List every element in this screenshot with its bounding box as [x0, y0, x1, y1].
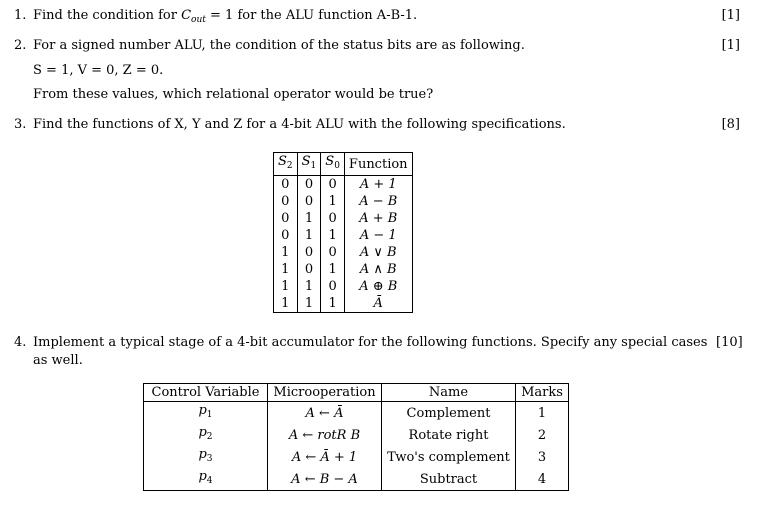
select-bit-cell: 1	[321, 193, 345, 210]
question-4-marks: [10]	[716, 335, 743, 350]
question-1-marks: [1]	[721, 8, 740, 23]
question-3-marks: [8]	[721, 117, 740, 132]
function-cell: A ∨ B	[344, 244, 412, 261]
question-1-variable: C	[181, 8, 192, 23]
header-microoperation: Microoperation	[268, 384, 382, 402]
select-bit-cell: 1	[297, 210, 321, 227]
alu-table-row	[274, 176, 413, 194]
question-1-number: 1.	[14, 8, 27, 23]
control-variable-cell: $p_4$	[144, 468, 268, 491]
select-bit-cell: 0	[297, 244, 321, 261]
alu-table-row	[274, 210, 413, 227]
alu-table-row	[274, 261, 413, 278]
function-cell: A − 1	[344, 227, 412, 244]
question-3-number: 3.	[14, 117, 27, 132]
name-cell: Complement	[382, 402, 516, 425]
question-1-text-post: = 1 for the ALU function A-B-1.	[205, 8, 418, 23]
select-bit-cell: 1	[297, 295, 321, 313]
select-bit-cell: 1	[321, 261, 345, 278]
header-marks: Marks	[516, 384, 569, 402]
alu-table-row	[274, 227, 413, 244]
question-4-line-1: Implement a typical stage of a 4-bit accumulator for the following functions. Specify any special cases	[33, 335, 708, 350]
select-bit-cell: 0	[274, 176, 298, 194]
function-cell: A ∧ B	[344, 261, 412, 278]
microoperation-cell: A ← B − A	[268, 468, 382, 491]
marks-cell: 4	[516, 468, 569, 491]
name-cell: Two's complement	[382, 446, 516, 468]
question-2-line-1: For a signed number ALU, the condition of the status bits are as following.	[33, 38, 525, 53]
question-2-number: 2.	[14, 38, 27, 53]
microoperation-cell: A ← Ā + 1	[268, 446, 382, 468]
header-s1: $S_1$	[297, 153, 321, 176]
function-cell: A ⊕ B	[344, 278, 412, 295]
marks-cell: 1	[516, 402, 569, 425]
control-variable-cell: $p_2$	[144, 424, 268, 446]
select-bit-cell: 1	[321, 227, 345, 244]
accumulator-table-row	[144, 402, 569, 425]
alu-table-row	[274, 193, 413, 210]
header-s2: $S_2$	[274, 153, 298, 176]
question-1-text-pre: Find the condition for	[33, 8, 182, 23]
accumulator-table-row	[144, 424, 569, 446]
marks-cell: 3	[516, 446, 569, 468]
select-bit-cell: 1	[274, 261, 298, 278]
name-cell: Rotate right	[382, 424, 516, 446]
select-bit-cell: 0	[321, 244, 345, 261]
select-bit-cell: 0	[274, 227, 298, 244]
question-2-marks: [1]	[721, 38, 740, 53]
question-3-text: Find the functions of X, Y and Z for a 4-bit ALU with the following specifications.	[33, 117, 566, 132]
function-cell: A + 1	[344, 176, 412, 194]
select-bit-cell: 1	[274, 295, 298, 313]
question-1-text	[33, 8, 417, 28]
alu-table-header-row	[274, 153, 413, 176]
select-bit-cell: 0	[321, 210, 345, 227]
alu-function-table	[273, 152, 413, 313]
header-function: Function	[344, 153, 412, 176]
marks-cell: 2	[516, 424, 569, 446]
question-2-line-3: From these values, which relational operator would be true?	[33, 87, 434, 102]
select-bit-cell: 1	[321, 295, 345, 313]
accumulator-table-header-row	[144, 384, 569, 402]
select-bit-cell: 1	[274, 244, 298, 261]
accumulator-table-row	[144, 468, 569, 491]
select-bit-cell: 0	[274, 210, 298, 227]
alu-table-row	[274, 278, 413, 295]
select-bit-cell: 0	[297, 193, 321, 210]
select-bit-cell: 0	[321, 278, 345, 295]
microoperation-cell: A ← Ā	[268, 402, 382, 425]
accumulator-table	[143, 383, 569, 491]
select-bit-cell: 1	[297, 227, 321, 244]
function-cell: A − B	[344, 193, 412, 210]
header-s0: $S_0$	[321, 153, 345, 176]
microoperation-cell: A ← rotR B	[268, 424, 382, 446]
alu-table-row	[274, 295, 413, 313]
select-bit-cell: 0	[274, 193, 298, 210]
accumulator-table-row	[144, 446, 569, 468]
select-bit-cell: 0	[297, 261, 321, 278]
select-bit-cell: 1	[274, 278, 298, 295]
select-bit-cell: 1	[297, 278, 321, 295]
function-cell: Ā	[344, 295, 412, 313]
function-cell: A + B	[344, 210, 412, 227]
question-2-line-2: S = 1, V = 0, Z = 0.	[33, 63, 164, 78]
header-control-variable: Control Variable	[144, 384, 268, 402]
question-1-variable-subscript: out	[191, 15, 206, 25]
name-cell: Subtract	[382, 468, 516, 491]
question-4-line-2: as well.	[33, 353, 83, 368]
control-variable-cell: $p_1$	[144, 402, 268, 425]
question-4-number: 4.	[14, 335, 27, 350]
alu-table-row	[274, 244, 413, 261]
select-bit-cell: 0	[321, 176, 345, 194]
select-bit-cell: 0	[297, 176, 321, 194]
header-name: Name	[382, 384, 516, 402]
control-variable-cell: $p_3$	[144, 446, 268, 468]
